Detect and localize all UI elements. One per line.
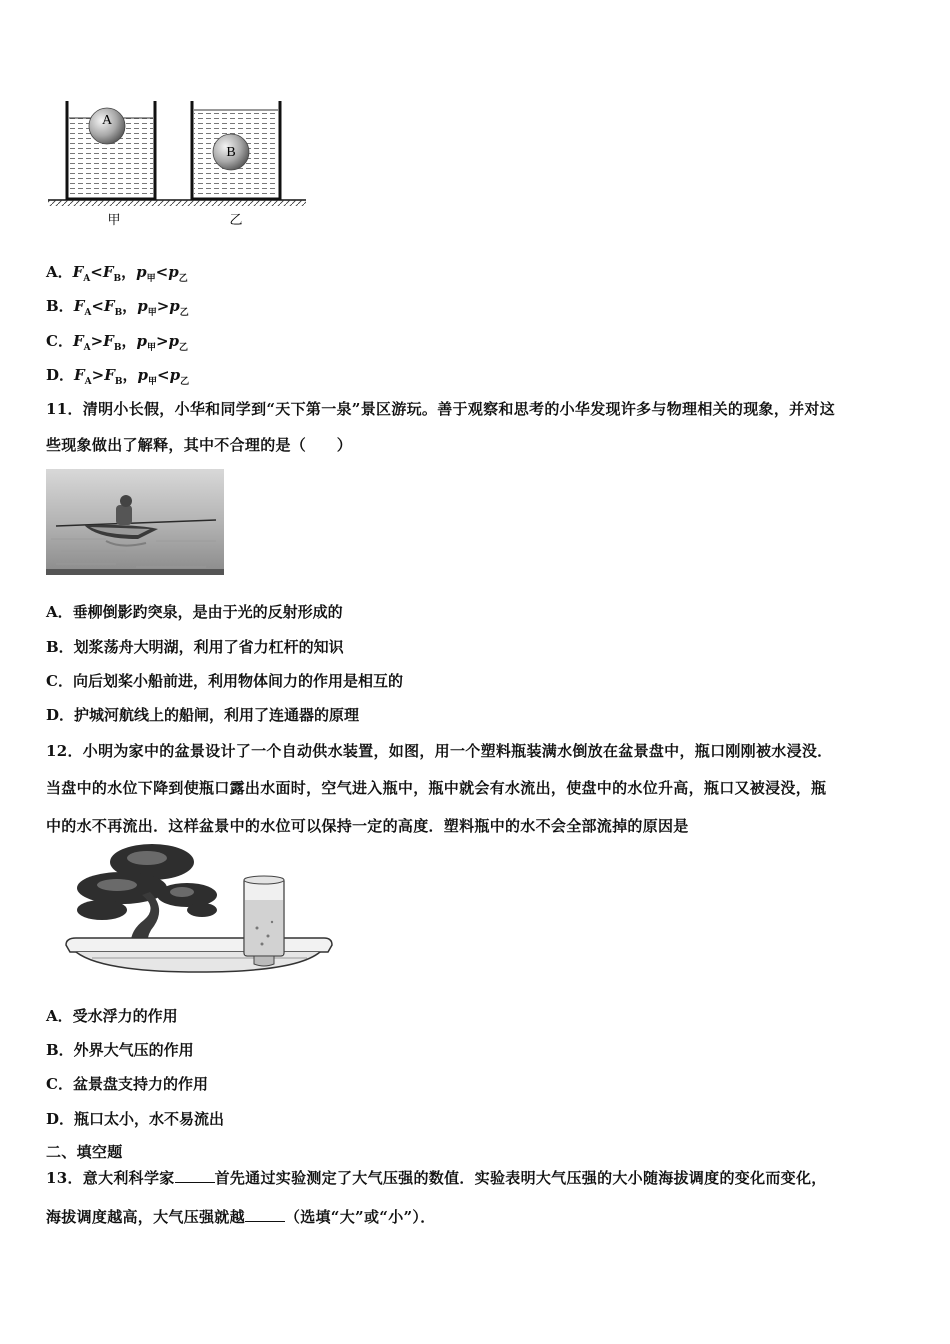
q12-stem-line1: 12．小明为家中的盆景设计了一个自动供水装置，如图，用一个塑料瓶装满水倒放在盆景盘中，瓶口刚刚被水浸没．: [46, 742, 833, 760]
q13-stem-line2: 海拔调度越高，大气压强就越 （选填“大”或“小”）．: [46, 1208, 436, 1226]
q11-stem-line2: 些现象做出了解释，其中不合理的是（ ）: [46, 436, 353, 454]
q13-blank-1[interactable]: [175, 1168, 215, 1183]
section-heading-fill-in: 二、填空题: [46, 1143, 123, 1161]
ball-a-label: A: [101, 113, 113, 128]
q10-option-a[interactable]: A．$F_A<F_B$，$p_甲<p_乙$: [46, 263, 188, 284]
q11-option-d[interactable]: D．护城河航线上的船闸，利用了连通器的原理: [46, 706, 360, 724]
q13-stem-line1: 13．意大利科学家 首先通过实验测定了大气压强的数值．实验表明大气压强的大小随海拔调度的变化而变化，: [46, 1169, 827, 1187]
q11-option-c[interactable]: C．向后划桨小船前进，利用物体间力的作用是相互的: [46, 672, 403, 690]
q11-option-a[interactable]: A．垂柳倒影趵突泉，是由于光的反射形成的: [46, 603, 343, 621]
containers-figure: [46, 96, 311, 231]
ball-b-label: B: [226, 145, 236, 160]
q12-option-d[interactable]: D．瓶口太小，水不易流出: [46, 1110, 225, 1128]
q12-option-c[interactable]: C．盆景盘支持力的作用: [46, 1075, 208, 1093]
q12-option-a[interactable]: A．受水浮力的作用: [46, 1007, 178, 1025]
q12-option-b[interactable]: B．外界大气压的作用: [46, 1041, 194, 1059]
q10-option-c[interactable]: C．$F_A>F_B$，$p_甲>p_乙$: [46, 332, 189, 353]
q10-option-d[interactable]: D．$F_A>F_B$，$p_甲<p_乙$: [46, 366, 190, 387]
bonsai-bottle-figure: [62, 840, 337, 985]
rowing-boat-photo: [46, 469, 224, 575]
caption-right: 乙: [229, 213, 243, 228]
q13-blank-2[interactable]: [245, 1207, 285, 1222]
q11-option-b[interactable]: B．划浆荡舟大明湖，利用了省力杠杆的知识: [46, 638, 344, 656]
q12-stem-line3: 中的水不再流出．这样盆景中的水位可以保持一定的高度．塑料瓶中的水不会全部流掉的原因是: [46, 817, 689, 835]
q10-option-b[interactable]: B．$F_A<F_B$，$p_甲>p_乙$: [46, 297, 189, 318]
q12-stem-line2: 当盘中的水位下降到使瓶口露出水面时，空气进入瓶中，瓶中就会有水流出，使盘中的水位升高，瓶口又被浸没，瓶: [46, 779, 827, 797]
caption-left: 甲: [107, 213, 121, 228]
q11-stem-line1: 11．清明小长假，小华和同学到“天下第一泉”景区游玩。善于观察和思考的小华发现许多与物理相关的现象，并对这: [46, 400, 836, 418]
